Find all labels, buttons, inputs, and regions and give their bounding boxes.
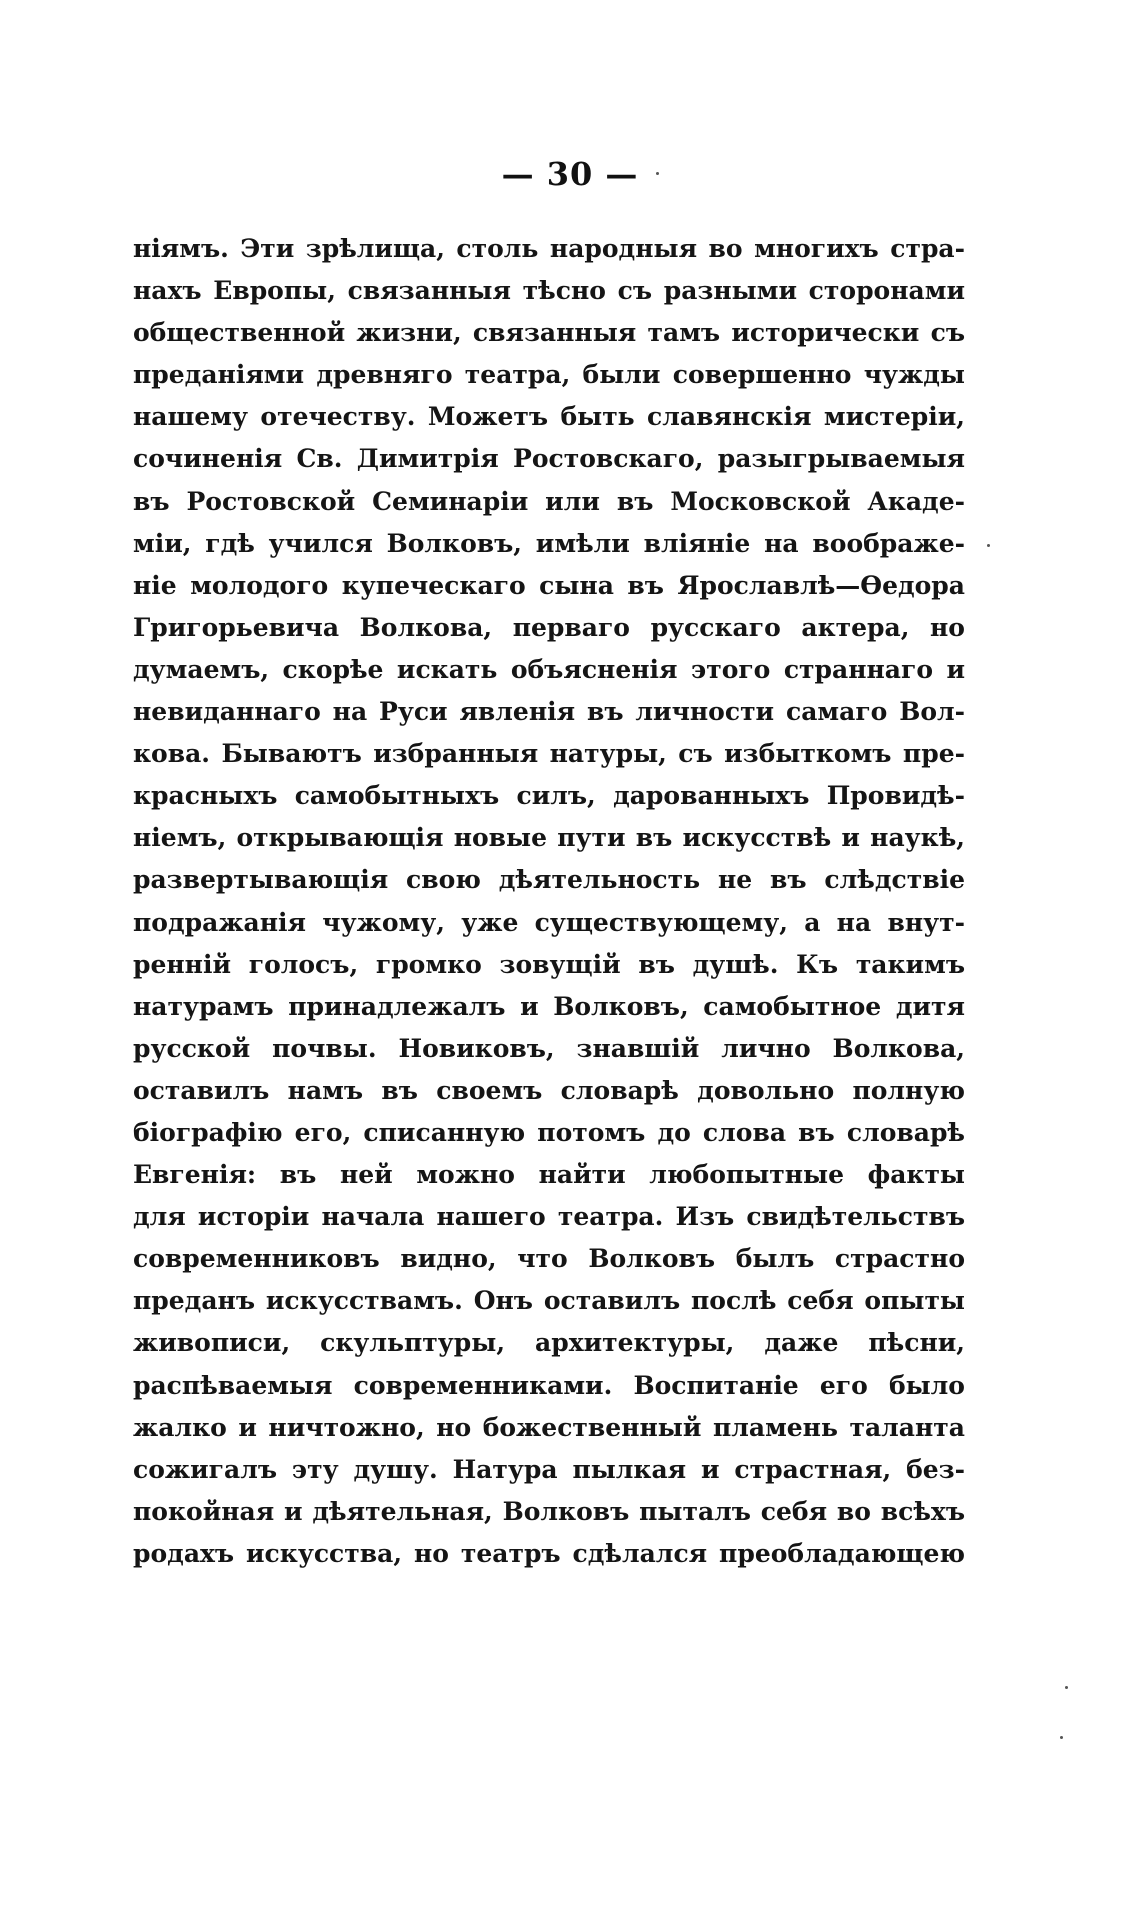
text-line-10: Григорьевича Волкова, перваго русскаго актера, но <box>133 612 965 642</box>
page-number: — 30 — <box>501 155 639 193</box>
text-line-12: невиданнаго на Руси явленія въ личности самаго Вол- <box>133 697 965 727</box>
text-line-18: ренній голосъ, громко зовущій въ душѣ. Къ такимъ <box>133 949 965 979</box>
text-line-1: ніямъ. Эти зрѣлища, столь народныя во многихъ стра- <box>133 234 965 263</box>
text-line-8: міи, гдѣ учился Волковъ, имѣли вліяніе на воображе- <box>133 528 965 558</box>
scan-speck <box>1065 1686 1068 1689</box>
text-line-4: преданіями древняго театра, были совершенно чужды <box>133 360 965 390</box>
text-line-2: нахъ Европы, связанныя тѣсно съ разными сторонами <box>133 276 965 306</box>
body-text <box>133 228 965 1575</box>
text-line-23: Евгенія: въ ней можно найти любопытные факты <box>133 1160 965 1190</box>
text-line-28: распѣваемыя современниками. Воспитаніе его было <box>133 1370 965 1400</box>
text-line-5: нашему отечеству. Можетъ быть славянскія мистеріи, <box>133 402 965 432</box>
text-line-7: въ Ростовской Семинаріи или въ Московской Акаде- <box>133 486 965 516</box>
text-line-14: красныхъ самобытныхъ силъ, дарованныхъ Провидѣ- <box>133 781 965 811</box>
text-line-9: ніе молодого купеческаго сына въ Ярославлѣ—Ѳедора <box>133 570 965 600</box>
text-line-24: для исторіи начала нашего театра. Изъ свидѣтельствъ <box>133 1202 965 1232</box>
text-line-21: оставилъ намъ въ своемъ словарѣ довольно полную <box>133 1075 965 1105</box>
text-line-31: покойная и дѣятельная, Волковъ пыталъ себя во всѣхъ <box>133 1496 965 1526</box>
text-line-3: общественной жизни, связанныя тамъ исторически съ <box>133 318 965 348</box>
text-line-15: ніемъ, открывающія новые пути въ искусствѣ и наукѣ, <box>133 823 965 853</box>
text-line-6: сочиненія Св. Димитрія Ростовскаго, разыгрываемыя <box>133 444 965 474</box>
text-line-27: живописи, скульптуры, архитектуры, даже пѣсни, <box>133 1328 965 1358</box>
text-line-25: современниковъ видно, что Волковъ былъ страстно <box>133 1244 965 1274</box>
text-line-32: родахъ искусства, но театръ сдѣлался преобладающею <box>133 1538 965 1568</box>
text-line-30: сожигалъ эту душу. Натура пылкая и страстная, без- <box>133 1454 965 1484</box>
scan-speck <box>656 172 659 175</box>
scan-speck <box>1060 1736 1063 1739</box>
text-line-11: думаемъ, скорѣе искать объясненія этого страннаго и <box>133 654 965 684</box>
text-line-26: преданъ искусствамъ. Онъ оставилъ послѣ себя опыты <box>133 1286 965 1316</box>
text-line-19: натурамъ принадлежалъ и Волковъ, самобытное дитя <box>133 991 965 1021</box>
text-line-16: развертывающія свою дѣятельность не въ слѣдствіе <box>133 865 965 895</box>
text-line-17: подражанія чужому, уже существующему, а на внут- <box>133 907 965 937</box>
scan-speck <box>987 544 990 547</box>
text-line-20: русской почвы. Новиковъ, знавшій лично Волкова, <box>133 1033 965 1063</box>
text-line-13: кова. Бываютъ избранныя натуры, съ избыткомъ пре- <box>133 739 965 769</box>
text-line-29: жалко и ничтожно, но божественный пламень таланта <box>133 1412 965 1442</box>
text-line-22: біографію его, списанную потомъ до слова въ словарѣ <box>133 1117 965 1147</box>
